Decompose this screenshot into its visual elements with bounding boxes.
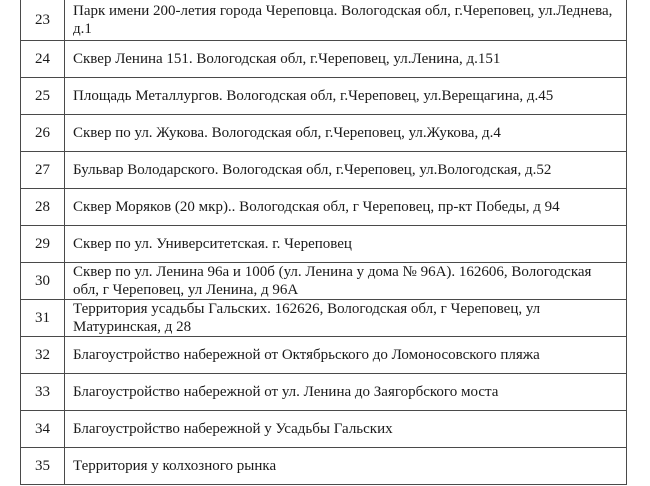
row-description: Благоустройство набережной у Усадьбы Гальских <box>65 411 627 448</box>
table-row <box>21 448 627 485</box>
table-row <box>21 115 627 152</box>
row-description: Территория у колхозного рынка <box>65 448 627 485</box>
row-number: 29 <box>21 226 65 263</box>
document-table-container <box>20 0 627 485</box>
row-description: Сквер Моряков (20 мкр).. Вологодская обл, г Череповец, пр-кт Победы, д 94 <box>65 189 627 226</box>
table-row <box>21 0 627 41</box>
table-row <box>21 152 627 189</box>
table-row <box>21 411 627 448</box>
row-number: 23 <box>21 0 65 41</box>
row-description: Сквер по ул. Университетская. г. Череповец <box>65 226 627 263</box>
row-number: 26 <box>21 115 65 152</box>
row-description: Парк имени 200-летия города Череповца. Вологодская обл, г.Череповец, ул.Леднева, д.1 <box>65 0 627 41</box>
table-row <box>21 337 627 374</box>
row-description: Благоустройство набережной от ул. Ленина до Заягорбского моста <box>65 374 627 411</box>
table-row <box>21 78 627 115</box>
table-row <box>21 189 627 226</box>
row-number: 35 <box>21 448 65 485</box>
table-row <box>21 226 627 263</box>
row-number: 31 <box>21 300 65 337</box>
row-number: 27 <box>21 152 65 189</box>
row-number: 34 <box>21 411 65 448</box>
row-description: Сквер по ул. Жукова. Вологодская обл, г.Череповец, ул.Жукова, д.4 <box>65 115 627 152</box>
row-number: 24 <box>21 41 65 78</box>
row-description: Благоустройство набережной от Октябрьского до Ломоносовского пляжа <box>65 337 627 374</box>
table-row <box>21 41 627 78</box>
row-description: Площадь Металлургов. Вологодская обл, г.Череповец, ул.Верещагина, д.45 <box>65 78 627 115</box>
row-number: 30 <box>21 263 65 300</box>
row-number: 25 <box>21 78 65 115</box>
table-row <box>21 263 627 300</box>
table-row <box>21 300 627 337</box>
row-number: 32 <box>21 337 65 374</box>
row-description: Сквер по ул. Ленина 96а и 100б (ул. Ленина у дома № 96А). 162606, Вологодская обл, г Череповец, ул Ленина, д 96А <box>65 263 627 300</box>
row-number: 33 <box>21 374 65 411</box>
row-description: Сквер Ленина 151. Вологодская обл, г.Череповец, ул.Ленина, д.151 <box>65 41 627 78</box>
table-row <box>21 374 627 411</box>
row-description: Бульвар Володарского. Вологодская обл, г.Череповец, ул.Вологодская, д.52 <box>65 152 627 189</box>
locations-table <box>20 0 627 485</box>
row-description: Территория усадьбы Гальских. 162626, Вологодская обл, г Череповец, ул Матуринская, д 28 <box>65 300 627 337</box>
row-number: 28 <box>21 189 65 226</box>
